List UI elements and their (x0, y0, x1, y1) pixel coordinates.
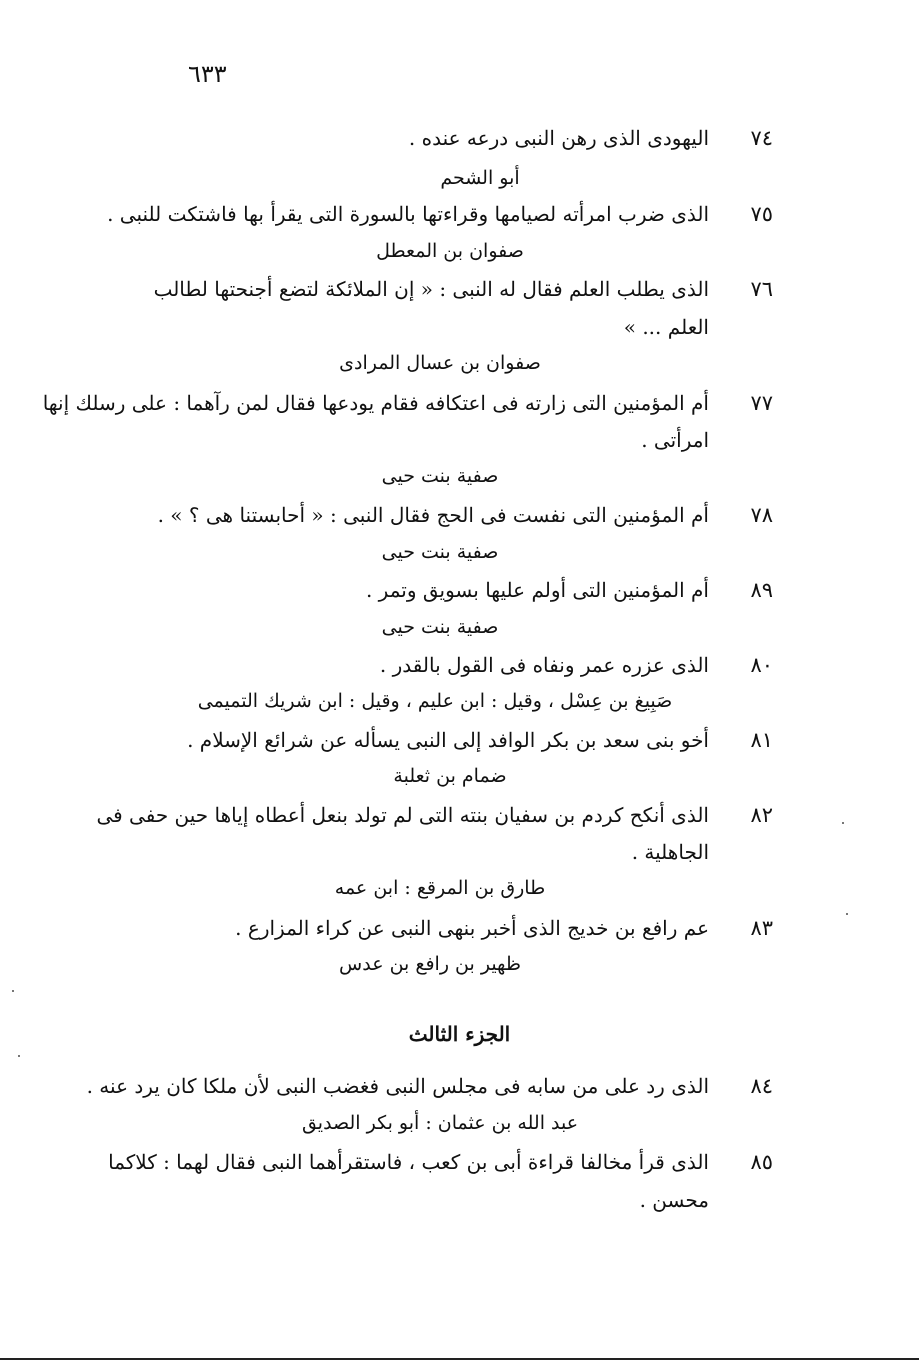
entry-name: صفية بنت حيى (381, 541, 499, 563)
entry-text: أم المؤمنين التى زارته فى اعتكافه فقام يودعها فقال لمن رآهما : على رسلك إنها (42, 391, 709, 415)
entry-text: الذى ضرب امرأته لصيامها وقراءتها بالسورة التى يقرأ بها فاشتكت للنبى . (107, 202, 709, 226)
entry-name: أبو الشحم (440, 167, 520, 189)
entry-name: طارق بن المرقع : ابن عمه (334, 877, 546, 899)
entry-text-continued: العلم ... » (623, 315, 709, 339)
entry-number: ٨٠ (750, 653, 773, 677)
entry-name: عبد الله بن عثمان : أبو بكر الصديق (301, 1112, 579, 1134)
entry-number: ٨٥ (750, 1150, 773, 1174)
scan-speck (842, 822, 844, 824)
entry-number: ٧٧ (750, 391, 773, 415)
section-heading: الجزء الثالث (408, 1022, 511, 1046)
entry-name: ظهير بن رافع بن عدس (339, 953, 521, 975)
entry-text: الذى عزره عمر ونفاه فى القول بالقدر . (379, 653, 709, 677)
page-bottom-edge (0, 1358, 919, 1360)
entry-name: صفوان بن عسال المرادى (339, 352, 541, 374)
entry-name: صفية بنت حيى (381, 616, 499, 638)
entry-text: الذى يطلب العلم فقال له النبى : « إن الملائكة لتضع أجنحتها لطالب (153, 277, 709, 301)
entry-number: ٨٣ (750, 916, 773, 940)
entry-text-continued: محسن . (639, 1188, 709, 1212)
page-number: ٦٣٣ (188, 60, 227, 88)
entry-number: ٨٢ (750, 803, 773, 827)
scan-speck (846, 913, 848, 915)
entry-text-continued: امرأتى . (641, 428, 709, 452)
entry-number: ٧٨ (750, 503, 773, 527)
entry-text: أخو بنى سعد بن بكر الوافد إلى النبى يسأله عن شرائع الإسلام . (187, 728, 709, 752)
entry-name: صفوان بن المعطل (376, 240, 524, 262)
entry-number: ٨٩ (750, 578, 773, 602)
entry-text: أم المؤمنين التى نفست فى الحج فقال النبى : « أحابستنا هى ؟ » . (157, 503, 709, 527)
entry-name: ضمام بن ثعلبة (393, 765, 507, 787)
entry-number: ٧٤ (750, 126, 773, 150)
entry-number: ٧٦ (750, 277, 773, 301)
entry-text: الذى قرأ مخالفا قراءة أبى بن كعب ، فاستقرأهما النبى فقال لهما : كلاكما (108, 1150, 709, 1174)
entry-text: عم رافع بن خديج الذى أخبر بنهى النبى عن كراء المزارع . (235, 916, 709, 940)
entry-text: أم المؤمنين التى أولم عليها بسويق وتمر . (365, 578, 709, 602)
entry-number: ٨٤ (750, 1074, 773, 1098)
entry-text: اليهودى الذى رهن النبى درعه عنده . (408, 126, 709, 150)
entry-number: ٨١ (750, 728, 773, 752)
scan-speck (12, 990, 14, 992)
entry-text: الذى رد على من سابه فى مجلس النبى فغضب النبى لأن ملكا كان يرد عنه . (86, 1074, 709, 1098)
scan-speck (18, 1055, 20, 1057)
entry-name: صفية بنت حيى (381, 465, 499, 487)
entry-text-continued: الجاهلية . (631, 840, 709, 864)
entry-text: الذى أنكح كردم بن سفيان بنته التى لم تولد بنعل أعطاه إياها حين حفى فى (96, 803, 709, 827)
entry-name: صَبِيغ بن عِسْل ، وقيل : ابن عليم ، وقيل : ابن شريك التميمى (197, 690, 673, 712)
entry-number: ٧٥ (750, 202, 773, 226)
